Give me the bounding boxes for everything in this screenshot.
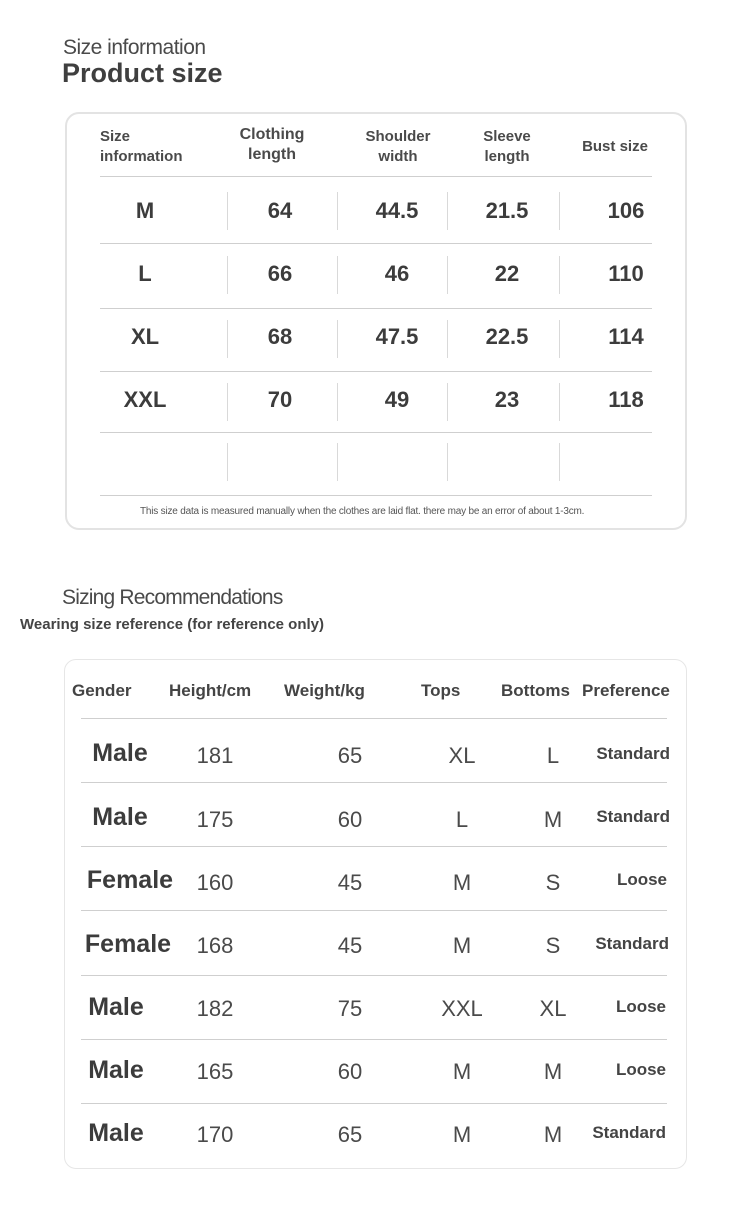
table-divider: [100, 495, 652, 496]
table-divider: [81, 910, 667, 911]
height-cell: 168: [196, 933, 234, 958]
table-divider: [81, 975, 667, 976]
bottoms-cell: M: [543, 807, 563, 832]
product-size-card: [65, 112, 687, 530]
clothing-length-cell: 68: [267, 324, 293, 349]
preference-cell: Standard: [596, 807, 670, 826]
weight-cell: 60: [337, 1059, 363, 1084]
table-divider: [100, 243, 652, 244]
height-cell: 181: [196, 743, 234, 768]
bust-size-cell: 118: [608, 387, 644, 412]
table-divider: [81, 718, 667, 719]
gender-cell: Male: [88, 993, 144, 1021]
weight-cell: 65: [337, 743, 363, 768]
header-clothing-length: Clothing length: [239, 126, 305, 163]
header-preference: Preference: [582, 681, 670, 700]
sleeve-length-cell: 22: [494, 261, 520, 286]
tops-cell: XL: [448, 743, 476, 768]
table-divider: [100, 176, 652, 177]
table-divider: [81, 1103, 667, 1104]
height-cell: 175: [196, 807, 234, 832]
sleeve-length-cell: 23: [494, 387, 520, 412]
bottoms-cell: XL: [539, 996, 567, 1021]
size-cell: L: [138, 261, 152, 286]
gender-cell: Male: [92, 803, 148, 831]
tops-cell: M: [452, 870, 472, 895]
header-shoulder-width: Shoulder width: [365, 128, 431, 165]
bust-size-cell: 110: [608, 261, 644, 286]
shoulder-width-cell: 46: [384, 261, 410, 286]
tops-cell: L: [455, 807, 469, 832]
preference-cell: Standard: [596, 744, 670, 763]
tops-cell: XXL: [441, 996, 483, 1021]
preference-cell: Loose: [615, 997, 666, 1016]
gender-cell: Male: [92, 739, 148, 767]
height-cell: 170: [196, 1122, 234, 1147]
header-tops: Tops: [421, 681, 461, 700]
shoulder-width-cell: 44.5: [375, 198, 419, 223]
recommendations-title: Sizing Recommendations: [62, 586, 283, 609]
header-gender: Gender: [72, 681, 132, 700]
header-weight: Weight/kg: [284, 681, 365, 700]
weight-cell: 60: [337, 807, 363, 832]
size-cell: M: [135, 198, 155, 223]
clothing-length-cell: 66: [267, 261, 293, 286]
size-cell: XXL: [123, 387, 167, 412]
weight-cell: 75: [337, 996, 363, 1021]
weight-cell: 65: [337, 1122, 363, 1147]
bust-size-cell: 114: [608, 324, 644, 349]
clothing-length-cell: 64: [267, 198, 293, 223]
table-divider: [100, 432, 652, 433]
table-divider: [100, 308, 652, 309]
preference-cell: Loose: [615, 1060, 666, 1079]
size-cell: XL: [130, 324, 160, 349]
gender-cell: Female: [86, 866, 174, 894]
bottoms-cell: S: [545, 870, 561, 895]
table-divider: [100, 371, 652, 372]
header-bust-size: Bust size: [582, 138, 648, 155]
height-cell: 160: [196, 870, 234, 895]
recommendations-subtitle: Wearing size reference (for reference only): [20, 616, 324, 633]
gender-cell: Female: [84, 930, 172, 958]
gender-cell: Male: [88, 1056, 144, 1084]
preference-cell: Loose: [616, 870, 667, 889]
product-size-subtitle: Size information: [63, 36, 206, 59]
header-bottoms: Bottoms: [501, 681, 570, 700]
weight-cell: 45: [337, 870, 363, 895]
weight-cell: 45: [337, 933, 363, 958]
bust-size-cell: 106: [607, 198, 645, 223]
sleeve-length-cell: 21.5: [485, 198, 529, 223]
shoulder-width-cell: 49: [384, 387, 410, 412]
sleeve-length-cell: 22.5: [485, 324, 529, 349]
recommendations-card: [64, 659, 687, 1169]
height-cell: 165: [196, 1059, 234, 1084]
bottoms-cell: M: [543, 1122, 563, 1147]
bottoms-cell: S: [545, 933, 561, 958]
table-divider: [81, 846, 667, 847]
clothing-length-cell: 70: [267, 387, 293, 412]
bottoms-cell: M: [543, 1059, 563, 1084]
tops-cell: M: [452, 933, 472, 958]
height-cell: 182: [196, 996, 234, 1021]
header-sleeve-length: Sleeve length: [483, 128, 531, 165]
tops-cell: M: [452, 1059, 472, 1084]
product-size-title: Product size: [62, 58, 223, 88]
table-divider: [81, 782, 667, 783]
measurement-note: This size data is measured manually when the clothes are laid flat. there may be an error of about 1-3cm.: [140, 506, 585, 517]
gender-cell: Male: [88, 1119, 144, 1147]
preference-cell: Standard: [595, 934, 669, 953]
preference-cell: Standard: [592, 1123, 666, 1142]
bottoms-cell: L: [546, 743, 560, 768]
shoulder-width-cell: 47.5: [375, 324, 419, 349]
header-height: Height/cm: [169, 681, 252, 700]
header-size-information: Size information: [100, 128, 183, 165]
table-divider: [81, 1039, 667, 1040]
tops-cell: M: [452, 1122, 472, 1147]
